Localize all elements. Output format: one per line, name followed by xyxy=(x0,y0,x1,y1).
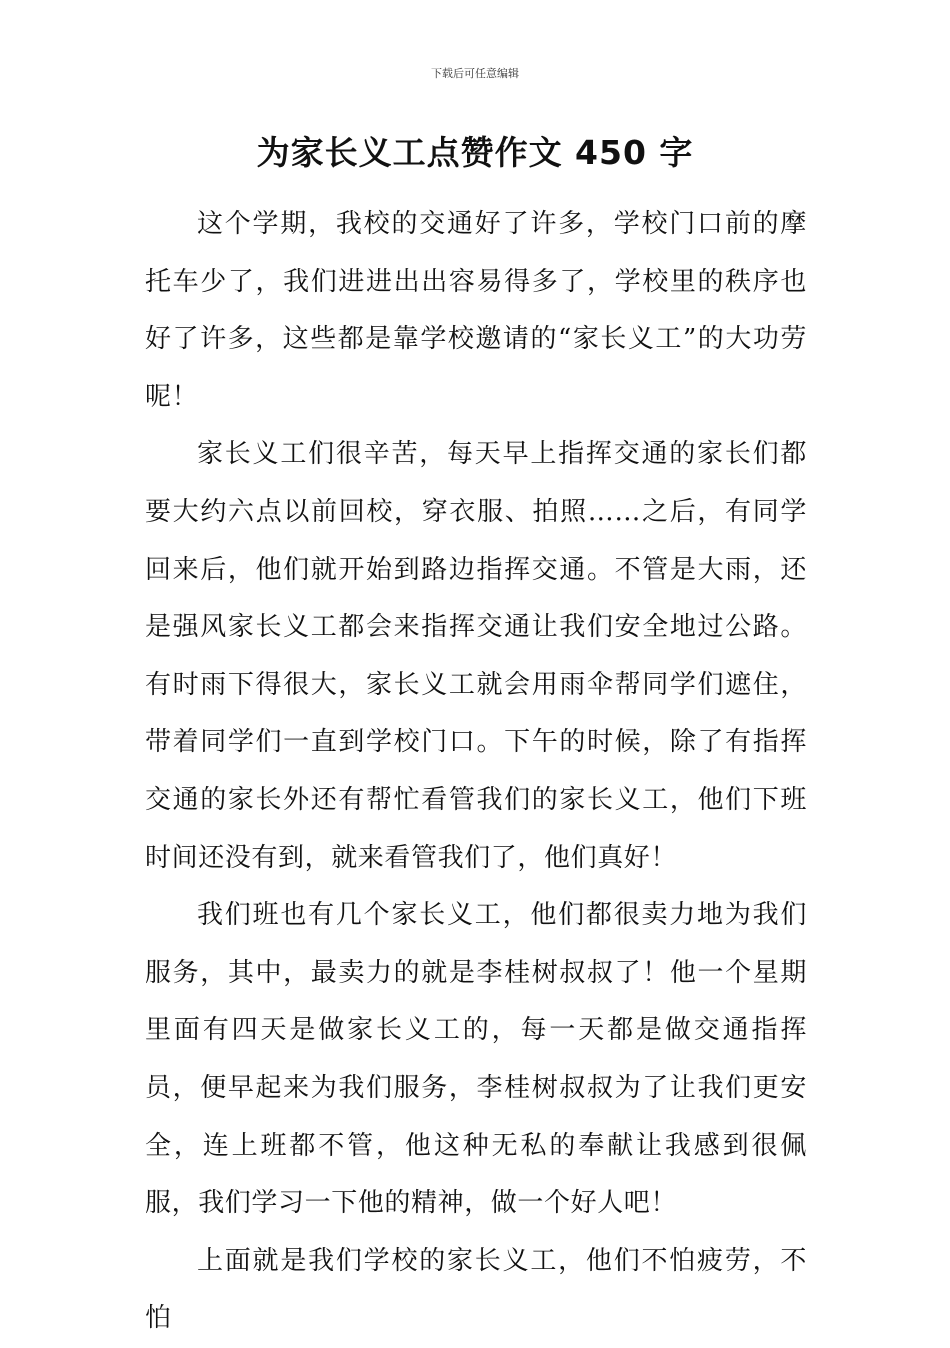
paragraph: 上面就是我们学校的家长义工，他们不怕疲劳，不怕 xyxy=(145,1245,807,1334)
paragraph: 我们班也有几个家长义工，他们都很卖力地为我们服务，其中，最卖力的就是李桂树叔叔了！他一个星期里面有四天是做家长义工的，每一天都是做交通指挥员，便早起来为我们服务，李桂树叔叔为了让我们更安全，连上班都不管，他这种无私的奉献让我感到很佩服，我们学习一下他的精神，做一个好人吧！ xyxy=(145,900,807,1219)
header-note: 下载后可任意编辑 xyxy=(431,67,519,80)
paragraph: 家长义工们很辛苦，每天早上指挥交通的家长们都要大约六点以前回校，穿衣服、拍照……之后，有同学回来后，他们就开始到路边指挥交通。不管是大雨，还是强风家长义工都会来指挥交通让我们安全地过公路。有时雨下得很大，家长义工就会用雨伞帮同学们遮住，带着同学们一直到学校门口。下午的时候，除了有指挥交通的家长外还有帮忙看管我们的家长义工，他们下班时间还没有到，就来看管我们了，他们真好！ xyxy=(145,439,807,873)
document-body xyxy=(145,196,807,1348)
document-title: 为家长义工点赞作文 450 字 xyxy=(256,133,694,172)
paragraph: 这个学期，我校的交通好了许多，学校门口前的摩托车少了，我们进进出出容易得多了，学校里的秩序也好了许多，这些都是靠学校邀请的“家长义工”的大功劳呢！ xyxy=(145,209,807,412)
